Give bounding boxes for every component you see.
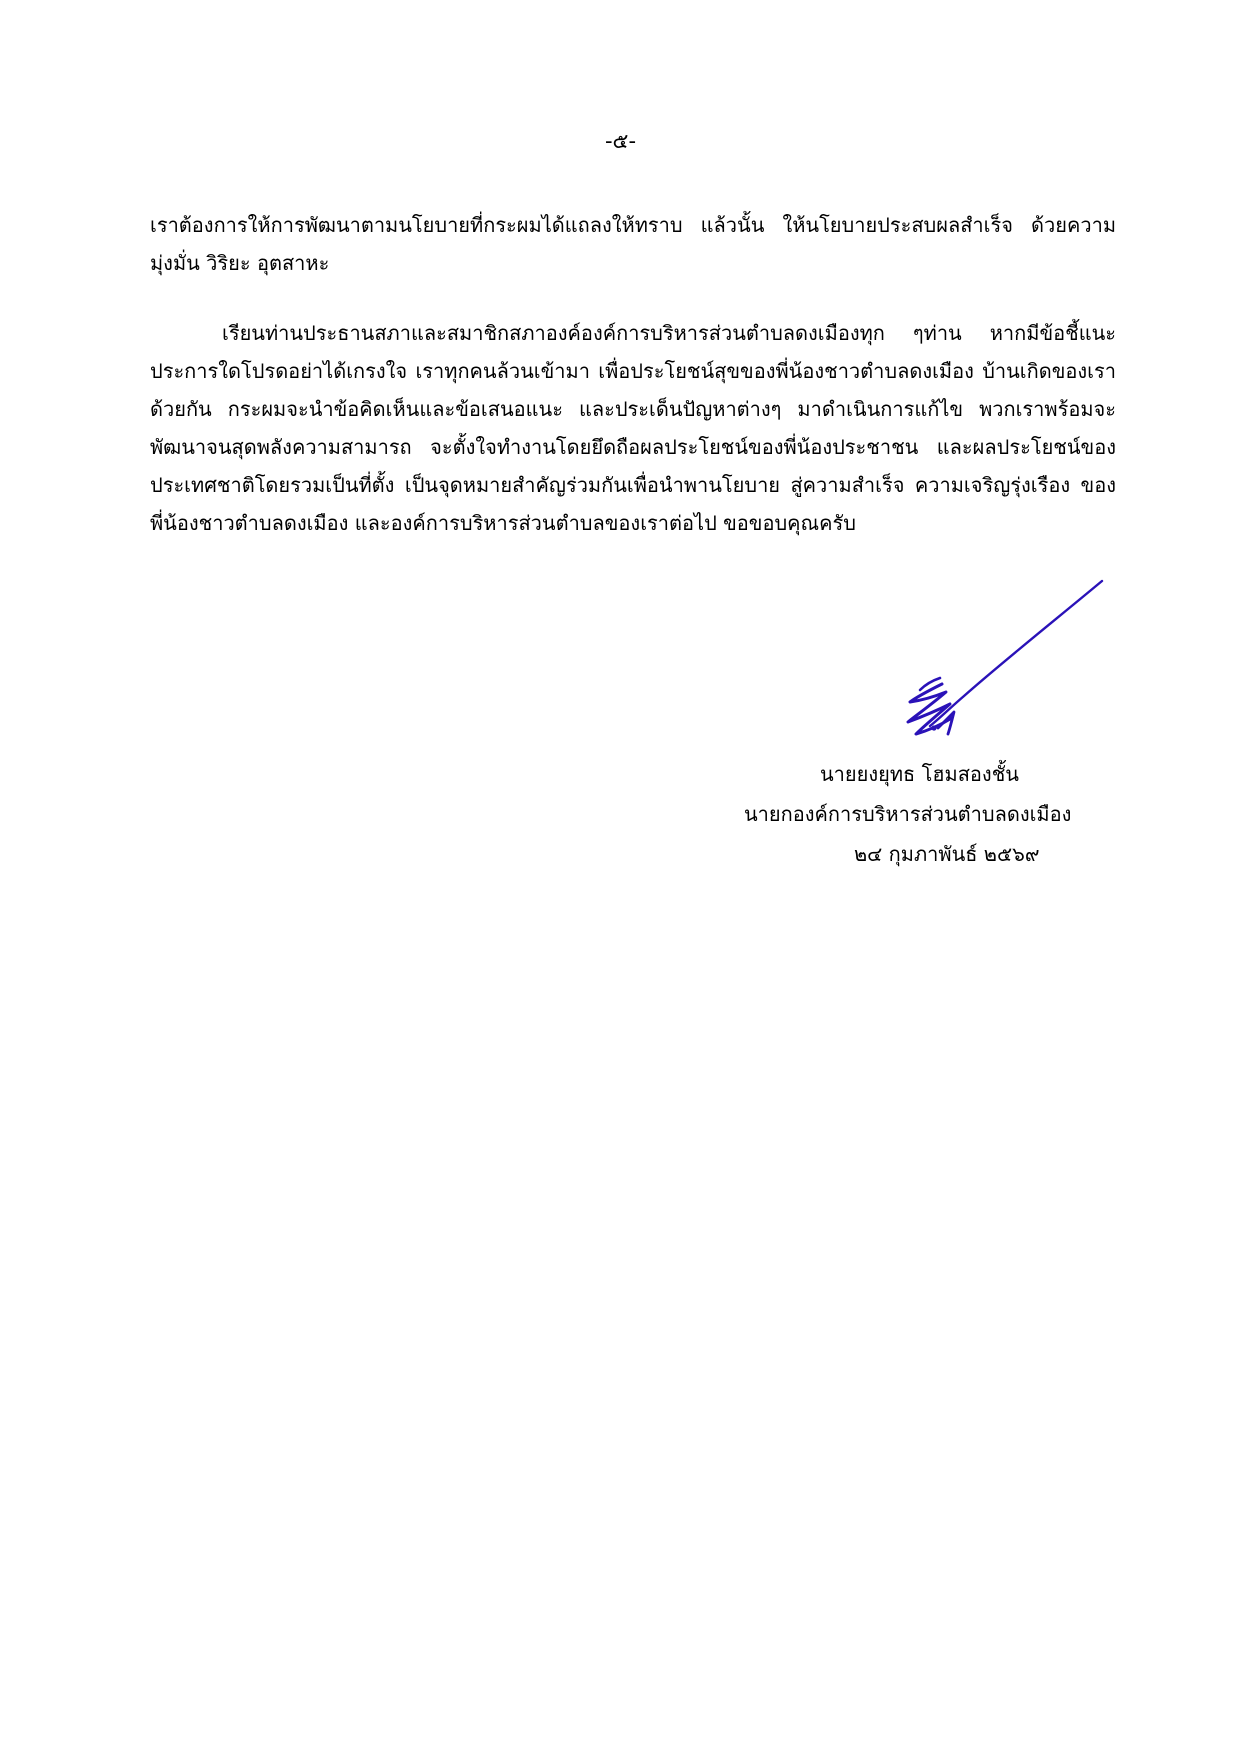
paragraph-line: เราต้องการให้การพัฒนาตามนโยบายที่กระผมได้แถลงให้ทราบ แล้วนั้น ให้นโยบายประสบผลสำเร็จ ด้วยความ [150, 213, 1116, 237]
paragraph-2 [150, 314, 1116, 542]
signature-stroke [930, 581, 1102, 726]
signer-position: นายกองค์การบริหารส่วนตำบลดงเมือง [744, 802, 1072, 826]
page-number: -๕- [604, 129, 637, 153]
paragraph-line: ประการใดโปรดอย่าได้เกรงใจ เราทุกคนล้วนเข้ามา เพื่อประโยชน์สุขของพี่น้องชาวตำบลดงเมือง บ้านเกิดของเรา [150, 359, 1116, 383]
paragraph-line: พี่น้องชาวตำบลดงเมือง และองค์การบริหารส่วนตำบลของเราต่อไป ขอขอบคุณครับ [150, 511, 856, 535]
sign-date: ๒๔ กุมภาพันธ์ ๒๕๖๙ [854, 842, 1040, 866]
paragraph-line: มุ่งมั่น วิริยะ อุตสาหะ [150, 251, 330, 275]
paragraph-line: พัฒนาจนสุดพลังความสามารถ จะตั้งใจทำงานโดยยึดถือผลประโยชน์ของพี่น้องประชาชน และผลประโยชน์ของ [150, 435, 1116, 459]
paragraph-line: เรียนท่านประธานสภาและสมาชิกสภาองค์องค์การบริหารส่วนตำบลดงเมืองทุก ๆท่าน หากมีข้อชี้แนะ [222, 321, 1116, 345]
paragraph-line: ด้วยกัน กระผมจะนำข้อคิดเห็นและข้อเสนอแนะ และประเด็นปัญหาต่างๆ มาดำเนินการแก้ไข พวกเราพร้อมจะ [150, 397, 1116, 421]
signer-name: นายยงยุทธ โฮมสองชั้น [820, 762, 1019, 786]
paragraph-1 [150, 206, 1116, 282]
signature-block [730, 754, 1110, 874]
paragraph-line: ประเทศชาติโดยรวมเป็นที่ตั้ง เป็นจุดหมายสำคัญร่วมกันเพื่อนำพานโยบาย สู่ความสำเร็จ ความเจริญรุ่งเรือง ของ [150, 473, 1116, 497]
handwritten-signature [880, 578, 1106, 744]
signature-dot [931, 725, 936, 730]
